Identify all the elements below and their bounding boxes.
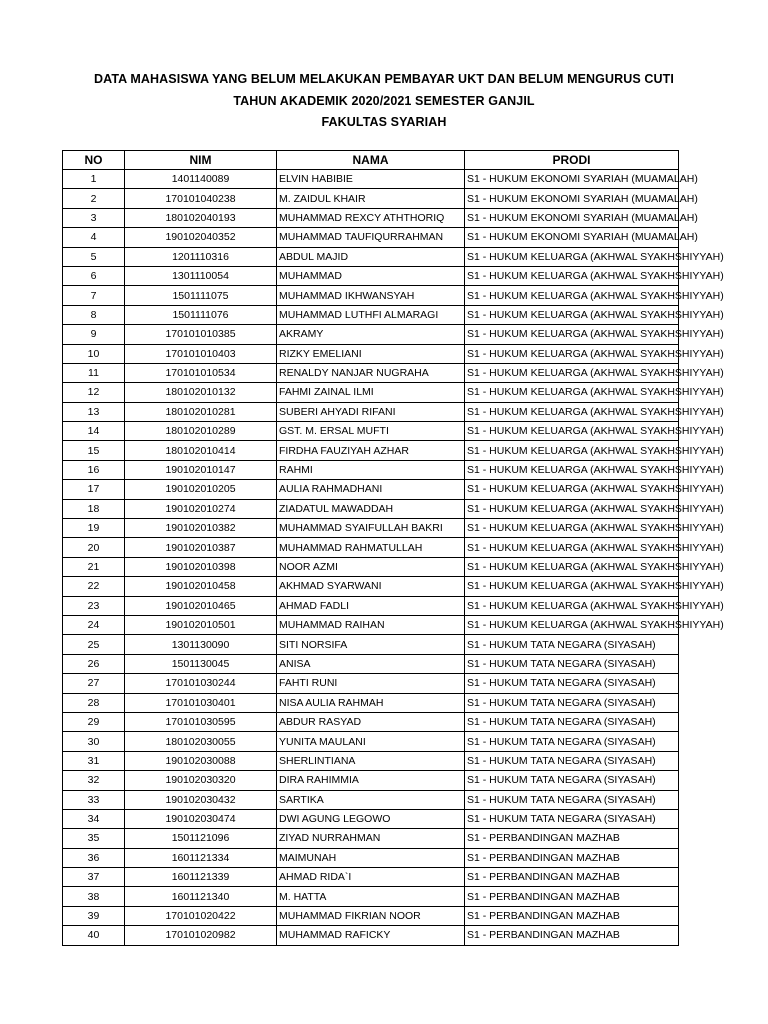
row-nim: 180102040193 xyxy=(125,208,277,227)
row-nama: MUHAMMAD xyxy=(277,266,465,285)
row-number: 1 xyxy=(63,170,125,189)
row-nim: 1601121339 xyxy=(125,868,277,887)
row-nim: 190102010387 xyxy=(125,538,277,557)
row-prodi: S1 - HUKUM KELUARGA (AKHWAL SYAKHSHIYYAH) xyxy=(465,344,679,363)
row-nama: MUHAMMAD LUTHFI ALMARAGI xyxy=(277,305,465,324)
row-number: 21 xyxy=(63,557,125,576)
row-number: 17 xyxy=(63,480,125,499)
column-header-prodi: PRODI xyxy=(465,151,679,170)
table-row xyxy=(63,848,679,867)
table-row xyxy=(63,906,679,925)
table-row xyxy=(63,577,679,596)
row-prodi: S1 - HUKUM KELUARGA (AKHWAL SYAKHSHIYYAH) xyxy=(465,383,679,402)
row-nama: MUHAMMAD REXCY ATHTHORIQ xyxy=(277,208,465,227)
row-number: 31 xyxy=(63,751,125,770)
row-prodi: S1 - HUKUM TATA NEGARA (SIYASAH) xyxy=(465,712,679,731)
row-nama: FAHTI RUNI xyxy=(277,674,465,693)
table-row xyxy=(63,286,679,305)
row-nama: SARTIKA xyxy=(277,790,465,809)
row-prodi: S1 - HUKUM KELUARGA (AKHWAL SYAKHSHIYYAH) xyxy=(465,519,679,538)
table-row xyxy=(63,383,679,402)
row-nama: AULIA RAHMADHANI xyxy=(277,480,465,499)
row-nim: 190102030320 xyxy=(125,771,277,790)
row-number: 3 xyxy=(63,208,125,227)
row-prodi: S1 - HUKUM KELUARGA (AKHWAL SYAKHSHIYYAH) xyxy=(465,499,679,518)
row-nim: 190102010501 xyxy=(125,615,277,634)
row-number: 27 xyxy=(63,674,125,693)
row-nama: FIRDHA FAUZIYAH AZHAR xyxy=(277,441,465,460)
row-prodi: S1 - PERBANDINGAN MAZHAB xyxy=(465,887,679,906)
row-prodi: S1 - HUKUM TATA NEGARA (SIYASAH) xyxy=(465,693,679,712)
row-nama: SITI NORSIFA xyxy=(277,635,465,654)
row-nama: RENALDY NANJAR NUGRAHA xyxy=(277,363,465,382)
row-nim: 190102010458 xyxy=(125,577,277,596)
row-number: 10 xyxy=(63,344,125,363)
row-nama: M. ZAIDUL KHAIR xyxy=(277,189,465,208)
row-nama: NISA AULIA RAHMAH xyxy=(277,693,465,712)
table-row xyxy=(63,926,679,945)
table-row xyxy=(63,654,679,673)
row-nim: 190102030088 xyxy=(125,751,277,770)
row-prodi: S1 - HUKUM KELUARGA (AKHWAL SYAKHSHIYYAH) xyxy=(465,363,679,382)
table-row xyxy=(63,829,679,848)
row-number: 34 xyxy=(63,809,125,828)
row-nim: 1601121340 xyxy=(125,887,277,906)
table-row xyxy=(63,790,679,809)
table-row xyxy=(63,402,679,421)
row-prodi: S1 - HUKUM TATA NEGARA (SIYASAH) xyxy=(465,809,679,828)
table-row xyxy=(63,363,679,382)
row-nama: SUBERI AHYADI RIFANI xyxy=(277,402,465,421)
row-nim: 170101030595 xyxy=(125,712,277,731)
row-nama: SHERLINTIANA xyxy=(277,751,465,770)
row-nama: AHMAD RIDA`I xyxy=(277,868,465,887)
row-number: 39 xyxy=(63,906,125,925)
row-nama: AKHMAD SYARWANI xyxy=(277,577,465,596)
row-nim: 190102010205 xyxy=(125,480,277,499)
row-nim: 180102030055 xyxy=(125,732,277,751)
row-prodi: S1 - HUKUM KELUARGA (AKHWAL SYAKHSHIYYAH) xyxy=(465,596,679,615)
student-table xyxy=(62,150,724,946)
document-title-line1: DATA MAHASISWA YANG BELUM MELAKUKAN PEMBAYAR UKT DAN BELUM MENGURUS CUTI xyxy=(94,72,674,86)
row-number: 20 xyxy=(63,538,125,557)
row-number: 22 xyxy=(63,577,125,596)
row-nim: 1401140089 xyxy=(125,170,277,189)
table-row xyxy=(63,596,679,615)
row-number: 13 xyxy=(63,402,125,421)
row-number: 5 xyxy=(63,247,125,266)
row-nama: AHMAD FADLI xyxy=(277,596,465,615)
row-nama: ABDUR RASYAD xyxy=(277,712,465,731)
row-nim: 180102010289 xyxy=(125,422,277,441)
row-nim: 190102030432 xyxy=(125,790,277,809)
row-number: 12 xyxy=(63,383,125,402)
row-prodi: S1 - HUKUM TATA NEGARA (SIYASAH) xyxy=(465,674,679,693)
row-prodi: S1 - PERBANDINGAN MAZHAB xyxy=(465,868,679,887)
row-nim: 1501130045 xyxy=(125,654,277,673)
table-row xyxy=(63,712,679,731)
table-row xyxy=(63,635,679,654)
row-number: 30 xyxy=(63,732,125,751)
table-header-row xyxy=(63,151,679,170)
row-number: 32 xyxy=(63,771,125,790)
row-nama: MUHAMMAD SYAIFULLAH BAKRI xyxy=(277,519,465,538)
row-prodi: S1 - HUKUM KELUARGA (AKHWAL SYAKHSHIYYAH) xyxy=(465,615,679,634)
row-nim: 1501111075 xyxy=(125,286,277,305)
row-nama: RIZKY EMELIANI xyxy=(277,344,465,363)
row-prodi: S1 - HUKUM TATA NEGARA (SIYASAH) xyxy=(465,635,679,654)
table-row xyxy=(63,266,679,285)
row-nama: ABDUL MAJID xyxy=(277,247,465,266)
row-prodi: S1 - PERBANDINGAN MAZHAB xyxy=(465,926,679,945)
row-prodi: S1 - HUKUM TATA NEGARA (SIYASAH) xyxy=(465,751,679,770)
row-nama: AKRAMY xyxy=(277,325,465,344)
table-row xyxy=(63,170,679,189)
row-nama: MUHAMMAD TAUFIQURRAHMAN xyxy=(277,228,465,247)
table-row xyxy=(63,887,679,906)
row-number: 7 xyxy=(63,286,125,305)
row-prodi: S1 - HUKUM TATA NEGARA (SIYASAH) xyxy=(465,771,679,790)
row-nama: MUHAMMAD IKHWANSYAH xyxy=(277,286,465,305)
table-row xyxy=(63,422,679,441)
table-row xyxy=(63,809,679,828)
row-nim: 190102010147 xyxy=(125,460,277,479)
table-row xyxy=(63,868,679,887)
row-nama: RAHMI xyxy=(277,460,465,479)
table-row xyxy=(63,325,679,344)
row-prodi: S1 - HUKUM KELUARGA (AKHWAL SYAKHSHIYYAH) xyxy=(465,577,679,596)
row-number: 24 xyxy=(63,615,125,634)
table-row xyxy=(63,499,679,518)
table-body xyxy=(63,170,724,946)
document-title-line3: FAKULTAS SYARIAH xyxy=(321,115,447,129)
row-nama: MUHAMMAD RAFICKY xyxy=(277,926,465,945)
row-number: 40 xyxy=(63,926,125,945)
column-header-nama: NAMA xyxy=(277,151,465,170)
row-nama: MUHAMMAD RAHMATULLAH xyxy=(277,538,465,557)
document-title-line2: TAHUN AKADEMIK 2020/2021 SEMESTER GANJIL xyxy=(233,94,535,108)
row-number: 35 xyxy=(63,829,125,848)
row-number: 33 xyxy=(63,790,125,809)
row-prodi: S1 - HUKUM KELUARGA (AKHWAL SYAKHSHIYYAH) xyxy=(465,325,679,344)
row-prodi: S1 - PERBANDINGAN MAZHAB xyxy=(465,848,679,867)
row-nim: 170101010534 xyxy=(125,363,277,382)
row-prodi: S1 - HUKUM KELUARGA (AKHWAL SYAKHSHIYYAH) xyxy=(465,557,679,576)
row-prodi: S1 - HUKUM EKONOMI SYARIAH (MUAMALAH) xyxy=(465,228,679,247)
row-nim: 170101020422 xyxy=(125,906,277,925)
row-prodi: S1 - HUKUM KELUARGA (AKHWAL SYAKHSHIYYAH) xyxy=(465,402,679,421)
row-number: 14 xyxy=(63,422,125,441)
row-number: 25 xyxy=(63,635,125,654)
row-number: 38 xyxy=(63,887,125,906)
row-nim: 180102010414 xyxy=(125,441,277,460)
row-prodi: S1 - HUKUM EKONOMI SYARIAH (MUAMALAH) xyxy=(465,170,679,189)
table-row xyxy=(63,247,679,266)
table-row xyxy=(63,208,679,227)
row-nim: 170101020982 xyxy=(125,926,277,945)
row-prodi: S1 - PERBANDINGAN MAZHAB xyxy=(465,906,679,925)
row-prodi: S1 - PERBANDINGAN MAZHAB xyxy=(465,829,679,848)
row-nama: MUHAMMAD RAIHAN xyxy=(277,615,465,634)
table-row xyxy=(63,460,679,479)
row-number: 37 xyxy=(63,868,125,887)
table-row xyxy=(63,751,679,770)
column-header-no: NO xyxy=(63,151,125,170)
row-number: 16 xyxy=(63,460,125,479)
row-number: 2 xyxy=(63,189,125,208)
row-nama: MAIMUNAH xyxy=(277,848,465,867)
row-number: 6 xyxy=(63,266,125,285)
row-nim: 180102010281 xyxy=(125,402,277,421)
column-header-nim: NIM xyxy=(125,151,277,170)
row-number: 26 xyxy=(63,654,125,673)
table-row xyxy=(63,305,679,324)
row-number: 4 xyxy=(63,228,125,247)
row-nama: DWI AGUNG LEGOWO xyxy=(277,809,465,828)
row-number: 11 xyxy=(63,363,125,382)
row-prodi: S1 - HUKUM EKONOMI SYARIAH (MUAMALAH) xyxy=(465,208,679,227)
row-nim: 1601121334 xyxy=(125,848,277,867)
table-row xyxy=(63,693,679,712)
row-nim: 180102010132 xyxy=(125,383,277,402)
row-prodi: S1 - HUKUM KELUARGA (AKHWAL SYAKHSHIYYAH) xyxy=(465,480,679,499)
table-row xyxy=(63,441,679,460)
row-number: 36 xyxy=(63,848,125,867)
row-nim: 1301110054 xyxy=(125,266,277,285)
row-prodi: S1 - HUKUM TATA NEGARA (SIYASAH) xyxy=(465,790,679,809)
table-row xyxy=(63,519,679,538)
table-row xyxy=(63,674,679,693)
row-nim: 190102010274 xyxy=(125,499,277,518)
row-nim: 170101010385 xyxy=(125,325,277,344)
row-nim: 190102010398 xyxy=(125,557,277,576)
row-prodi: S1 - HUKUM TATA NEGARA (SIYASAH) xyxy=(465,654,679,673)
table-row xyxy=(63,538,679,557)
row-prodi: S1 - HUKUM TATA NEGARA (SIYASAH) xyxy=(465,732,679,751)
row-nim: 170101030401 xyxy=(125,693,277,712)
row-nim: 190102010382 xyxy=(125,519,277,538)
row-nama: DIRA RAHIMMIA xyxy=(277,771,465,790)
table-row xyxy=(63,557,679,576)
row-number: 15 xyxy=(63,441,125,460)
table-row xyxy=(63,615,679,634)
row-number: 9 xyxy=(63,325,125,344)
row-nama: YUNITA MAULANI xyxy=(277,732,465,751)
row-nim: 190102040352 xyxy=(125,228,277,247)
row-nim: 190102010465 xyxy=(125,596,277,615)
row-nama: FAHMI ZAINAL ILMI xyxy=(277,383,465,402)
row-number: 29 xyxy=(63,712,125,731)
row-prodi: S1 - HUKUM KELUARGA (AKHWAL SYAKHSHIYYAH) xyxy=(465,266,679,285)
row-nama: ZIYAD NURRAHMAN xyxy=(277,829,465,848)
row-nim: 170101030244 xyxy=(125,674,277,693)
table-row xyxy=(63,189,679,208)
row-number: 23 xyxy=(63,596,125,615)
row-nama: ZIADATUL MAWADDAH xyxy=(277,499,465,518)
row-nim: 170101040238 xyxy=(125,189,277,208)
row-nim: 1201110316 xyxy=(125,247,277,266)
row-nama: GST. M. ERSAL MUFTI xyxy=(277,422,465,441)
row-prodi: S1 - HUKUM KELUARGA (AKHWAL SYAKHSHIYYAH) xyxy=(465,538,679,557)
row-nim: 1301130090 xyxy=(125,635,277,654)
row-prodi: S1 - HUKUM KELUARGA (AKHWAL SYAKHSHIYYAH) xyxy=(465,286,679,305)
row-nim: 170101010403 xyxy=(125,344,277,363)
table-row xyxy=(63,732,679,751)
row-nim: 190102030474 xyxy=(125,809,277,828)
row-nim: 1501111076 xyxy=(125,305,277,324)
row-prodi: S1 - HUKUM EKONOMI SYARIAH (MUAMALAH) xyxy=(465,189,679,208)
row-prodi: S1 - HUKUM KELUARGA (AKHWAL SYAKHSHIYYAH) xyxy=(465,305,679,324)
table-row xyxy=(63,771,679,790)
row-nim: 1501121096 xyxy=(125,829,277,848)
row-nama: MUHAMMAD FIKRIAN NOOR xyxy=(277,906,465,925)
row-number: 8 xyxy=(63,305,125,324)
row-nama: ELVIN HABIBIE xyxy=(277,170,465,189)
table-row xyxy=(63,344,679,363)
table-row xyxy=(63,480,679,499)
row-nama: ANISA xyxy=(277,654,465,673)
row-prodi: S1 - HUKUM KELUARGA (AKHWAL SYAKHSHIYYAH) xyxy=(465,247,679,266)
row-prodi: S1 - HUKUM KELUARGA (AKHWAL SYAKHSHIYYAH) xyxy=(465,422,679,441)
row-number: 19 xyxy=(63,519,125,538)
row-nama: M. HATTA xyxy=(277,887,465,906)
row-number: 18 xyxy=(63,499,125,518)
row-number: 28 xyxy=(63,693,125,712)
row-prodi: S1 - HUKUM KELUARGA (AKHWAL SYAKHSHIYYAH) xyxy=(465,441,679,460)
row-prodi: S1 - HUKUM KELUARGA (AKHWAL SYAKHSHIYYAH) xyxy=(465,460,679,479)
row-nama: NOOR AZMI xyxy=(277,557,465,576)
table-row xyxy=(63,228,679,247)
